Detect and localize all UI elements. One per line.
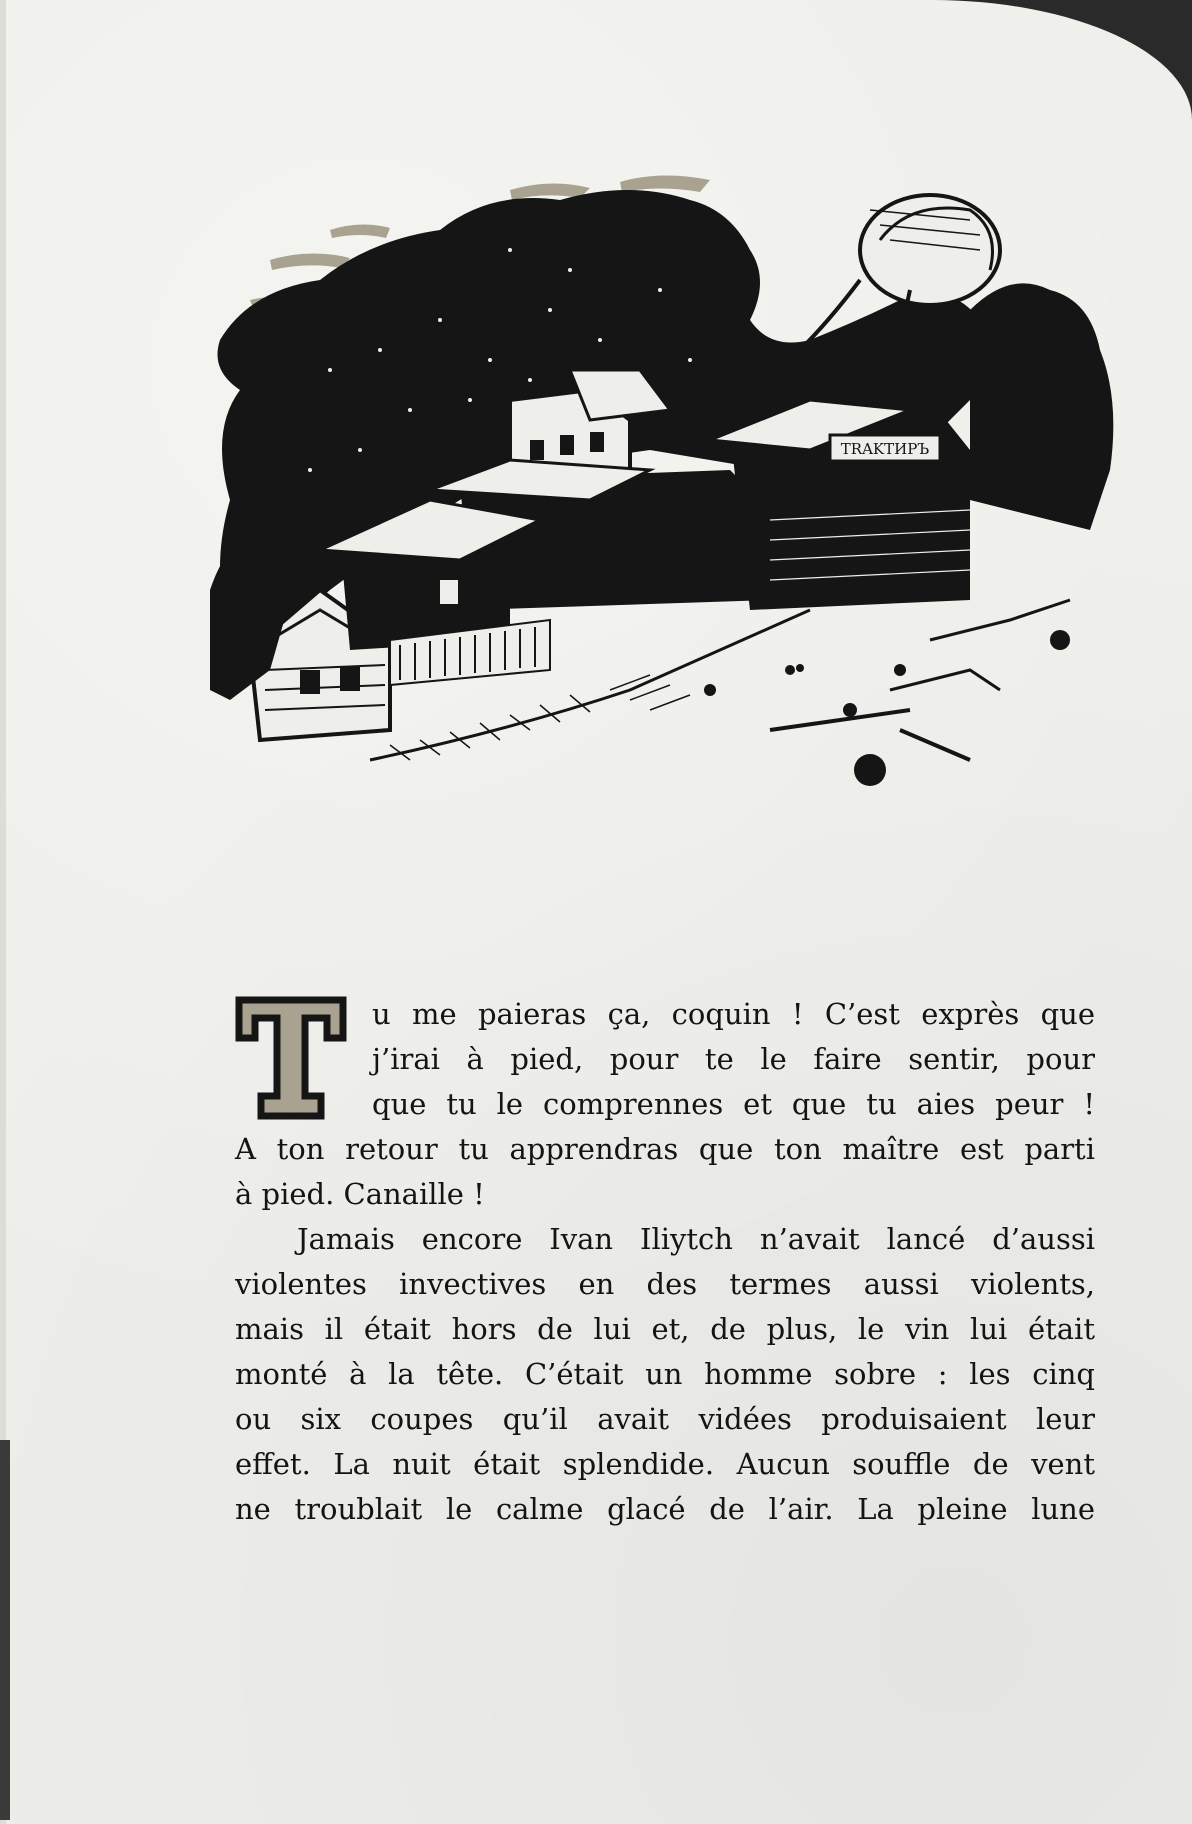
text-line: à pied. Canaille ! [235,1177,485,1211]
text-line: A ton retour tu apprendras que ton maître est parti [235,1132,1095,1166]
paragraph-2 [235,1217,1095,1532]
text-line: u me paieras ça, coquin ! C’est exprès que [372,997,1095,1031]
text-line: ne troublait le calme glacé de l’air. La pleine lune [235,1492,1095,1526]
dropcap-letter: T [291,1076,292,1077]
text-line: j’irai à pied, pour te le faire sentir, pour [372,1042,1095,1076]
text-line: effet. La nuit était splendide. Aucun souffle de vent [235,1447,1095,1481]
page-edge-shadow [0,1440,10,1820]
paragraph-1 [235,992,1095,1217]
street-figures [704,630,1070,786]
text-line: mais il était hors de lui et, de plus, le vin lui était [235,1312,1095,1346]
village-night-illustration [210,170,1130,890]
text-line: Jamais encore Ivan Iliytch n’avait lancé d’aussi [297,1222,1095,1256]
text-line: que tu le comprennes et que tu aies peur ! [372,1087,1095,1121]
text-line: ou six coupes qu’il avait vidées produisaient leur [235,1402,1095,1436]
dropcap-initial [235,996,347,1120]
text-line: monté à la tête. C’était un homme sobre : les cinq [235,1357,1095,1391]
text-line: violentes invectives en des termes aussi violents, [235,1267,1095,1301]
trees-right [970,283,1113,530]
body-text [235,992,1095,1532]
tavern-sign-text: TRAKTИРЪ [840,440,930,458]
